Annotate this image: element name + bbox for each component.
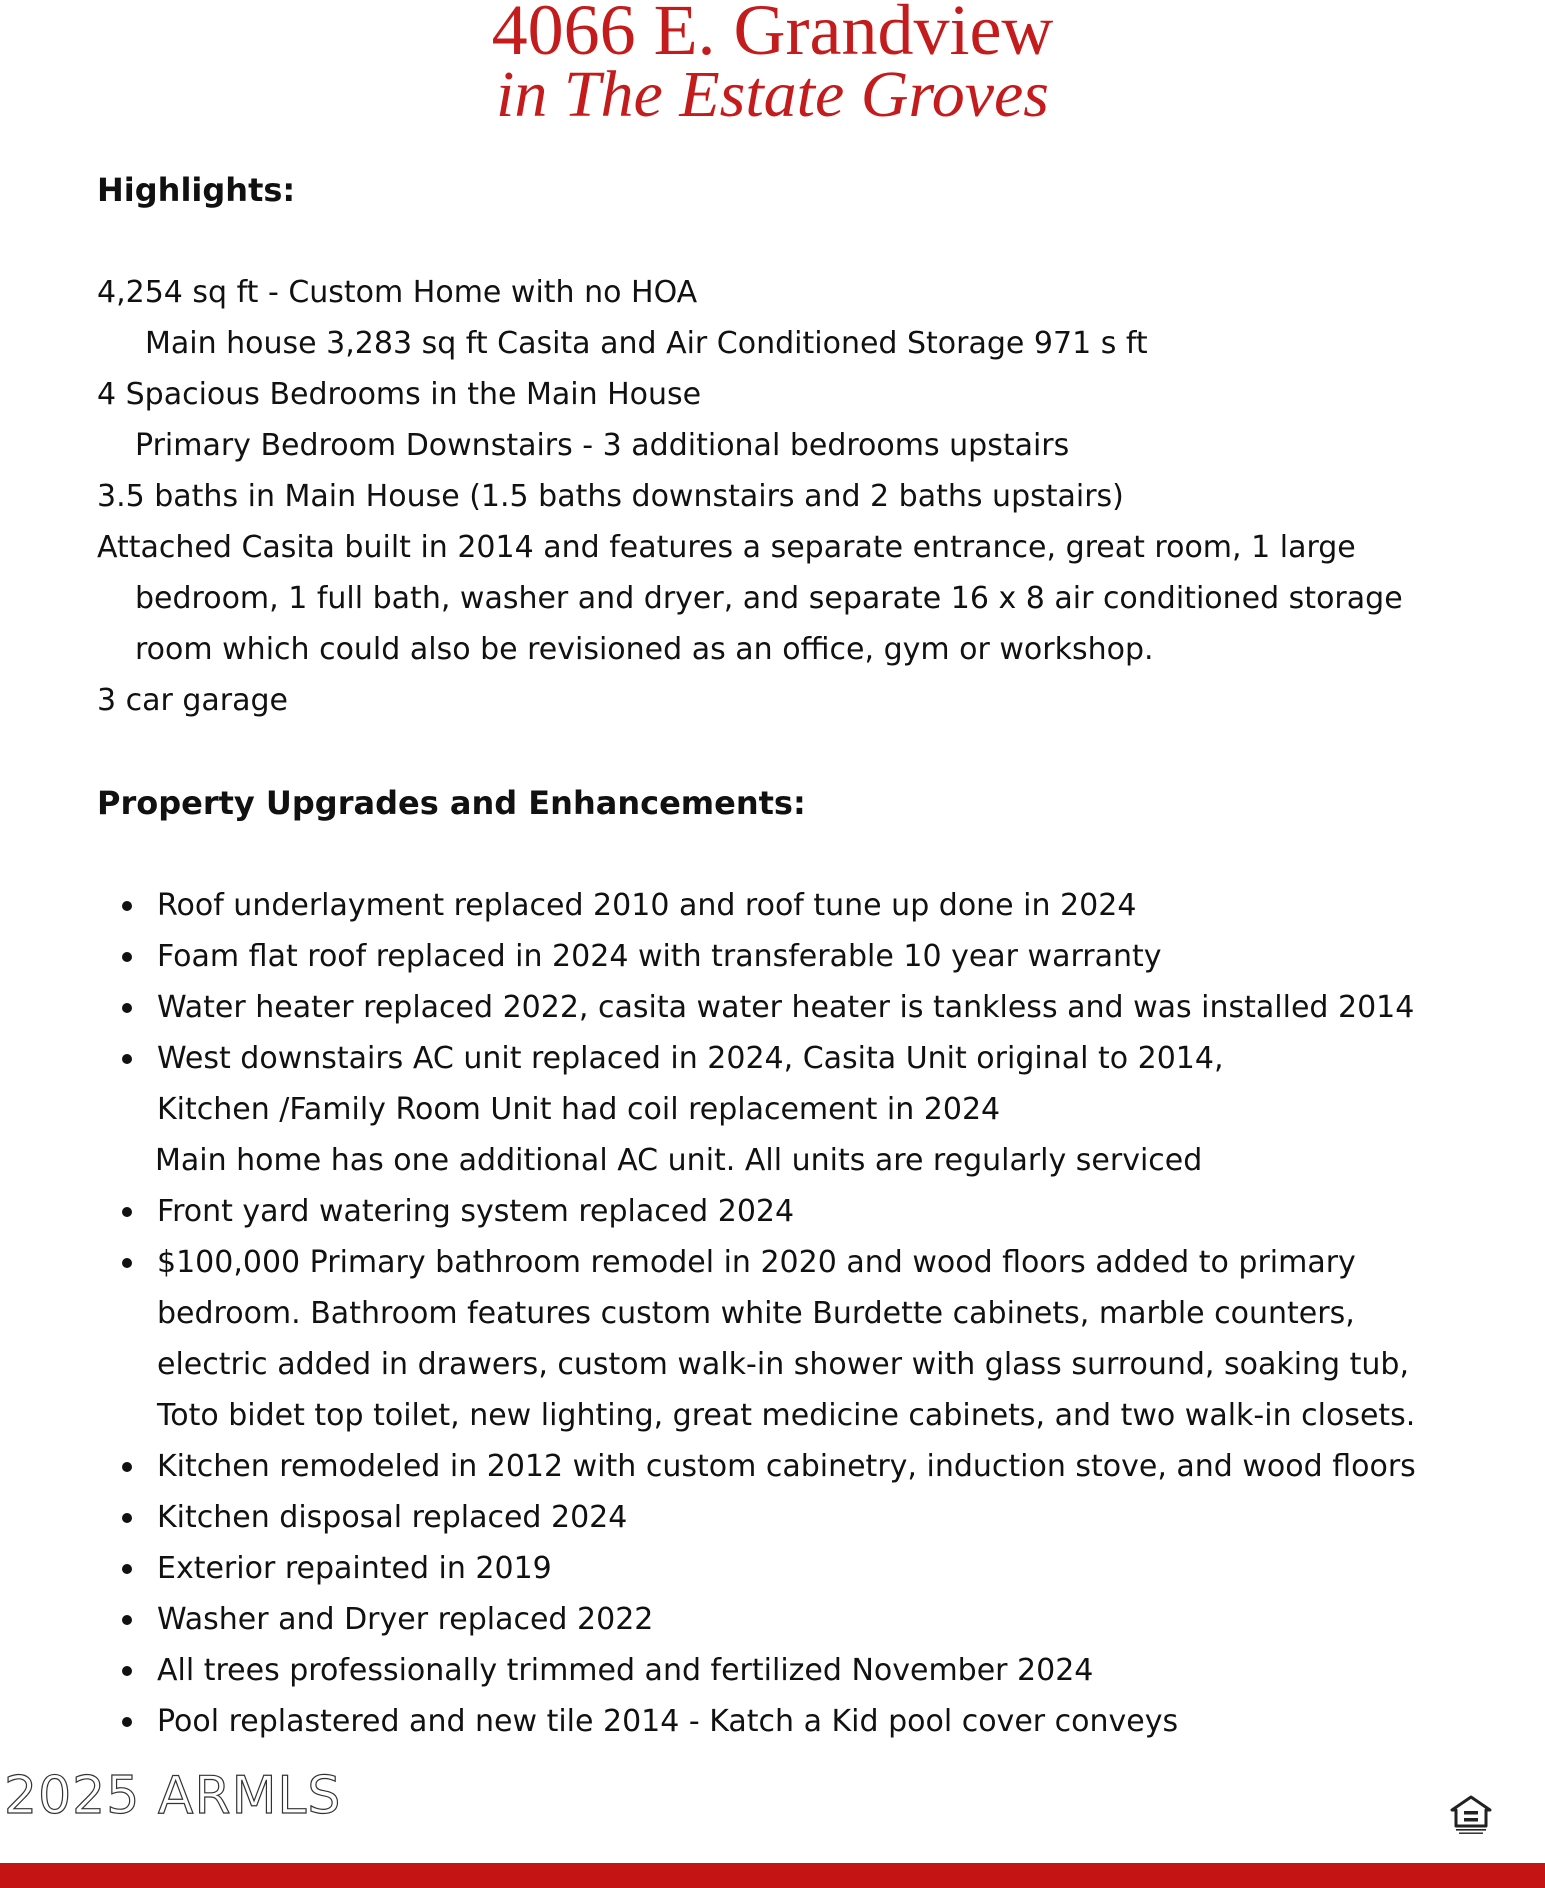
upgrade-item-line: Washer and Dryer replaced 2022: [157, 1602, 654, 1637]
bullet-icon: [122, 1564, 132, 1574]
highlight-line: Attached Casita built in 2014 and features a separate entrance, great room, 1 large: [97, 530, 1356, 565]
bullet-icon: [122, 1258, 132, 1268]
highlight-line: 4 Spacious Bedrooms in the Main House: [97, 377, 702, 412]
highlight-line: Main house 3,283 sq ft Casita and Air Conditioned Storage 971 s ft: [145, 326, 1148, 361]
highlight-line: 3 car garage: [97, 683, 289, 718]
bullet-icon: [122, 1615, 132, 1625]
bullet-icon: [122, 1207, 132, 1217]
bullet-icon: [122, 1054, 132, 1064]
upgrade-item-line: Front yard watering system replaced 2024: [157, 1194, 795, 1229]
page-subtitle: in The Estate Groves: [496, 58, 1049, 131]
upgrade-item-line: electric added in drawers, custom walk-in shower with glass surround, soaking tub,: [157, 1347, 1409, 1382]
bullet-icon: [122, 1513, 132, 1523]
upgrade-item-line: Kitchen disposal replaced 2024: [157, 1500, 628, 1535]
footer-accent-bar: [0, 1863, 1545, 1888]
highlight-line: bedroom, 1 full bath, washer and dryer, and separate 16 x 8 air conditioned storage: [135, 581, 1403, 616]
upgrade-item-line: Toto bidet top toilet, new lighting, great medicine cabinets, and two walk-in closets.: [157, 1398, 1416, 1433]
highlight-line: 4,254 sq ft - Custom Home with no HOA: [97, 275, 698, 310]
upgrade-item-line: Kitchen remodeled in 2012 with custom cabinetry, induction stove, and wood floors: [157, 1449, 1416, 1484]
highlights-heading: Highlights:: [97, 171, 296, 209]
bullet-icon: [122, 1666, 132, 1676]
bullet-icon: [122, 901, 132, 911]
upgrade-item-line: All trees professionally trimmed and fertilized November 2024: [157, 1653, 1094, 1688]
bullet-icon: [122, 1003, 132, 1013]
upgrade-item-line: Kitchen /Family Room Unit had coil replacement in 2024: [157, 1092, 1001, 1127]
upgrade-item-line: Roof underlayment replaced 2010 and roof tune up done in 2024: [157, 888, 1137, 923]
page-title: 4066 E. Grandview: [491, 0, 1054, 70]
highlight-line: room which could also be revisioned as an office, gym or workshop.: [135, 632, 1154, 667]
upgrade-item-line: Foam flat roof replaced in 2024 with transferable 10 year warranty: [157, 939, 1162, 974]
upgrade-item-line: $100,000 Primary bathroom remodel in 2020 and wood floors added to primary: [157, 1245, 1356, 1280]
bullet-icon: [122, 1462, 132, 1472]
upgrade-item-line: Water heater replaced 2022, casita water heater is tankless and was installed 2014: [157, 990, 1415, 1025]
copyright-watermark: 2025 ARMLS: [4, 1766, 342, 1826]
equal-housing-opportunity-icon: [1450, 1794, 1492, 1836]
bullet-icon: [122, 1717, 132, 1727]
upgrade-item-line: West downstairs AC unit replaced in 2024, Casita Unit original to 2014,: [157, 1041, 1224, 1076]
upgrade-item-line: Pool replastered and new tile 2014 - Katch a Kid pool cover conveys: [157, 1704, 1179, 1739]
upgrade-item-line: bedroom. Bathroom features custom white Burdette cabinets, marble counters,: [157, 1296, 1355, 1331]
upgrade-item-line: Exterior repainted in 2019: [157, 1551, 552, 1586]
bullet-icon: [122, 952, 132, 962]
upgrade-item-line: Main home has one additional AC unit. All units are regularly serviced: [155, 1143, 1203, 1178]
highlight-line: 3.5 baths in Main House (1.5 baths downstairs and 2 baths upstairs): [97, 479, 1124, 514]
upgrades-heading: Property Upgrades and Enhancements:: [97, 784, 806, 822]
highlight-line: Primary Bedroom Downstairs - 3 additional bedrooms upstairs: [135, 428, 1070, 463]
